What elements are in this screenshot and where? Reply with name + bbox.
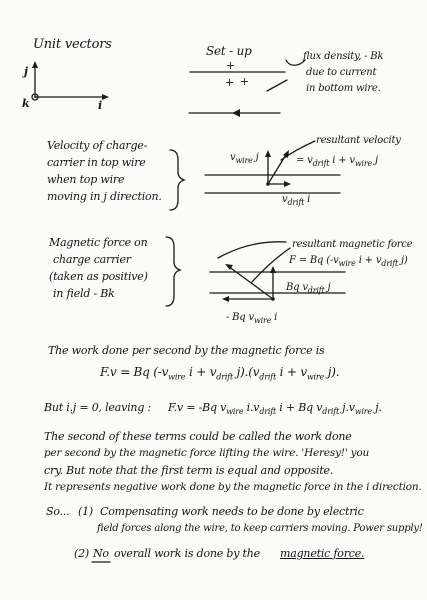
conclusion-1-number: (1) xyxy=(78,505,93,518)
velocity-heading-4: moving in j direction. xyxy=(47,190,162,203)
bq-vdrift-label: Bq $v_{drift}$ j xyxy=(286,282,331,295)
magnetic-heading-1: Magnetic force on xyxy=(49,236,148,249)
setup-wires xyxy=(189,60,305,117)
v-drift-label: $v_{drift}$ i xyxy=(282,194,311,207)
commentary-2: per second by the magnetic force lifting the wire. 'Heresy!' you xyxy=(44,447,370,459)
conclusion-2-number: (2) xyxy=(74,547,89,560)
commentary-3: cry. But note that the first term is equal and opposite. xyxy=(44,464,334,477)
unit-vector-axes xyxy=(32,61,109,100)
commentary-4: It represents negative work done by the magnetic force in the i direction. xyxy=(44,481,422,493)
magnetic-heading-3: (taken as positive) xyxy=(49,270,148,283)
setup-title: Set - up xyxy=(206,44,252,58)
force-eq: F = Bq ($-v_{wire}$ $i + v_{drift}$ j) xyxy=(289,255,408,268)
resultant-velocity-eq: = $v_{drift}$ $i + v_{wire}$ j xyxy=(296,155,378,168)
resultant-force-label: resultant magnetic force xyxy=(292,239,413,250)
i-label: i xyxy=(98,99,102,112)
but-line: But i.j = 0, leaving : xyxy=(44,401,151,414)
setup-plus-1: + xyxy=(226,59,236,72)
velocity-heading-3: when top wire xyxy=(47,173,125,186)
setup-plus-3: + xyxy=(225,76,235,89)
conclusion-1-line-1: Compensating work needs to be done by electric xyxy=(100,505,364,518)
velocity-brace xyxy=(170,150,184,210)
velocity-heading-1: Velocity of charge- xyxy=(47,139,148,152)
conclusion-1-line-2: field forces along the wire, to keep carriers moving. Power supply! xyxy=(97,523,423,534)
magnetic-brace xyxy=(166,237,180,306)
setup-plus-2: + xyxy=(240,75,250,88)
work-eq-1: F.v = Bq ($-v_{wire}$ $i + v_{drift}$ $j).(v_{drift}$ $i + v_{wire}$ j). xyxy=(100,365,340,382)
k-label: k xyxy=(22,97,30,110)
flux-note-3: in bottom wire. xyxy=(306,83,381,94)
resultant-velocity-label: resultant velocity xyxy=(316,135,401,146)
flux-note-1: flux density, - Bk xyxy=(303,51,384,62)
so-label: So... xyxy=(46,505,70,518)
unit-vectors-title: Unit vectors xyxy=(33,37,112,52)
bq-vwire-label: - Bq $v_{wire}$ i xyxy=(226,312,278,325)
magnetic-heading-2: charge carrier xyxy=(53,253,131,266)
v-wire-label: $v_{wire}$ j xyxy=(230,152,259,165)
flux-note-2: due to current xyxy=(306,67,377,78)
commentary-1: The second of these terms could be called the work done xyxy=(44,430,352,443)
j-label: j xyxy=(24,65,28,78)
work-line-1: The work done per second by the magnetic force is xyxy=(48,344,325,357)
work-eq-2: F.v = -Bq $v_{wire}$ $i.v_{drift}$ i + Bq $v_{drift}$ $j.v_{wire}$ j. xyxy=(168,401,382,417)
conclusion-2-text: overall work is done by the xyxy=(114,547,260,560)
magnetic-heading-4: in field - Bk xyxy=(53,287,115,300)
velocity-heading-2: carrier in top wire xyxy=(47,156,146,169)
conclusion-2-emphasis: magnetic force. xyxy=(280,547,365,560)
conclusion-2-no: No xyxy=(93,547,109,560)
